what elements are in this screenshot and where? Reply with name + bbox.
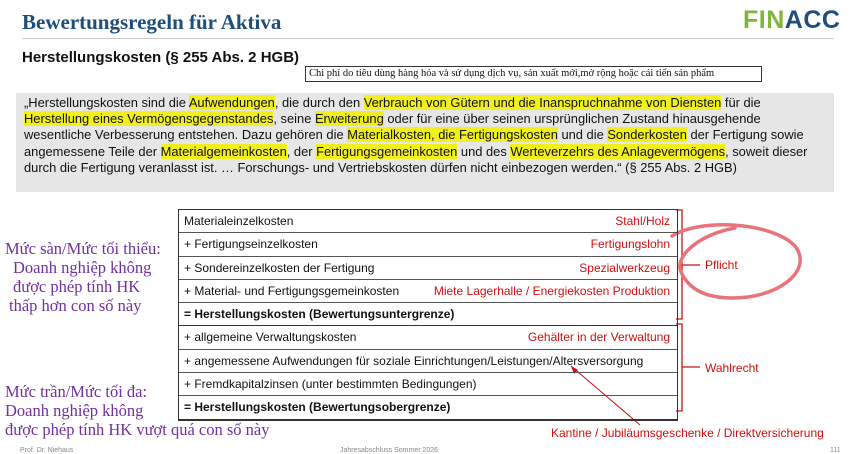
highlighted-term: Werteverzehrs des Anlagevermögens	[510, 143, 726, 159]
table-row	[179, 350, 677, 373]
table-row	[179, 257, 677, 280]
vietnamese-textbox-note[interactable]: Chi phí do tiêu dùng hàng hóa và sử dụng dịch vụ, sản xuất mới,mở rộng hoặc cải tiến sản phẩm	[305, 66, 762, 82]
row-example-note: Miete Lagerhalle / Energiekosten Produktion	[433, 283, 670, 298]
row-label: + Fertigungseinzelkosten	[184, 237, 318, 252]
row-label: Materialeinzelkosten	[184, 214, 294, 228]
max-annotation	[5, 382, 269, 439]
section-subtitle: Herstellungskosten (§ 255 Abs. 2 HGB)	[22, 49, 300, 66]
row-label: + allgemeine Verwaltungskosten	[184, 330, 357, 345]
min-annotation-line: Mức sàn/Mức tối thiểu:	[5, 239, 161, 258]
max-annotation-line: được phép tính HK vượt quá con số này	[5, 420, 270, 439]
highlighted-term: Verbrauch von Gütern und die Inanspruchnahme von Diensten	[363, 95, 722, 110]
quote-segment: , soweit dieser durch die Fertigung veranlasst ist. … Forschungs- und Vertriebskosten dürfen nicht einbezogen werden.“ (§ 255 Abs. 2 HGB)	[24, 143, 808, 175]
row-label: + Material- und Fertigungsgemeinkosten	[184, 283, 400, 298]
logo-acc: ACC	[784, 6, 841, 34]
highlighted-term: Sonderkosten	[607, 127, 687, 143]
logo-fin: FIN	[743, 6, 785, 34]
quote-segment: , die durch den	[274, 95, 364, 110]
row-example-note: Spezialwerkzeug	[579, 260, 670, 275]
highlighted-term: Materialkosten, die Fertigungskosten	[347, 127, 558, 143]
table-row	[179, 326, 677, 349]
row-label: + Fremdkapitalzinsen (unter bestimmten Bedingungen)	[184, 377, 477, 392]
row-example-note: Stahl/Holz	[615, 214, 670, 228]
row-example-note: Fertigungslohn	[590, 237, 670, 252]
highlighted-term: Aufwendungen	[188, 95, 275, 110]
pflicht-label: Pflicht	[705, 258, 738, 272]
quote-segment: „Herstellungskosten sind die	[24, 95, 189, 110]
quote-segment: oder für eine über seinen ursprünglichen Zustand hinausgehende wesentliche Verbesserung entstehen. Dazu gehören die	[24, 111, 761, 143]
highlighted-term: Herstellung eines Vermögensgegenstandes	[24, 111, 274, 127]
table-row	[179, 280, 677, 303]
page-title: Bewertungsregeln für Aktiva	[22, 10, 282, 34]
highlighted-term: Erweiterung	[314, 111, 384, 127]
quote-segment: , seine	[273, 111, 315, 127]
row-label: + angemessene Aufwendungen für soziale Einrichtungen/Leistungen/Altersversorgung	[184, 353, 644, 368]
quote-segment: für die	[721, 95, 761, 110]
row-label: + Sondereinzelkosten der Fertigung	[184, 260, 375, 275]
footer-page-number: 111	[830, 447, 841, 454]
quote-segment: der Fertigung sowie angemessene Teile der	[24, 127, 804, 159]
quote-segment: und des	[457, 143, 511, 159]
highlighted-term: Materialgemeinkosten	[160, 143, 287, 159]
quote-segment: , der	[286, 143, 317, 159]
min-annotation-line: thấp hơn con số này	[9, 296, 142, 315]
table-total-row	[179, 303, 677, 326]
max-annotation-line: Mức trần/Mức tối đa:	[5, 382, 148, 401]
min-annotation-line: được phép tính HK	[13, 277, 141, 296]
row-label: = Herstellungskosten (Bewertungsobergrenze)	[184, 400, 451, 415]
footer-author: Prof. Dr. Niehaus	[20, 447, 74, 454]
min-annotation	[5, 239, 161, 315]
row-example-note: Gehälter in der Verwaltung	[527, 330, 670, 345]
wahlrecht-label: Wahlrecht	[705, 361, 759, 375]
max-annotation-line: Doanh nghiệp không	[5, 401, 144, 420]
table-row	[179, 210, 677, 233]
highlighted-term: Fertigungsgemeinkosten	[316, 143, 458, 159]
quote-segment: und die	[557, 127, 608, 143]
table-row	[179, 233, 677, 256]
kantine-note: Kantine / Jubiläumsgeschenke / Direktversicherung	[551, 426, 824, 440]
min-annotation-line: Doanh nghiệp không	[13, 258, 152, 277]
row-label: = Herstellungskosten (Bewertungsuntergrenze)	[184, 307, 455, 322]
footer-course: Jahresabschluss Sommer 2026	[340, 447, 439, 454]
